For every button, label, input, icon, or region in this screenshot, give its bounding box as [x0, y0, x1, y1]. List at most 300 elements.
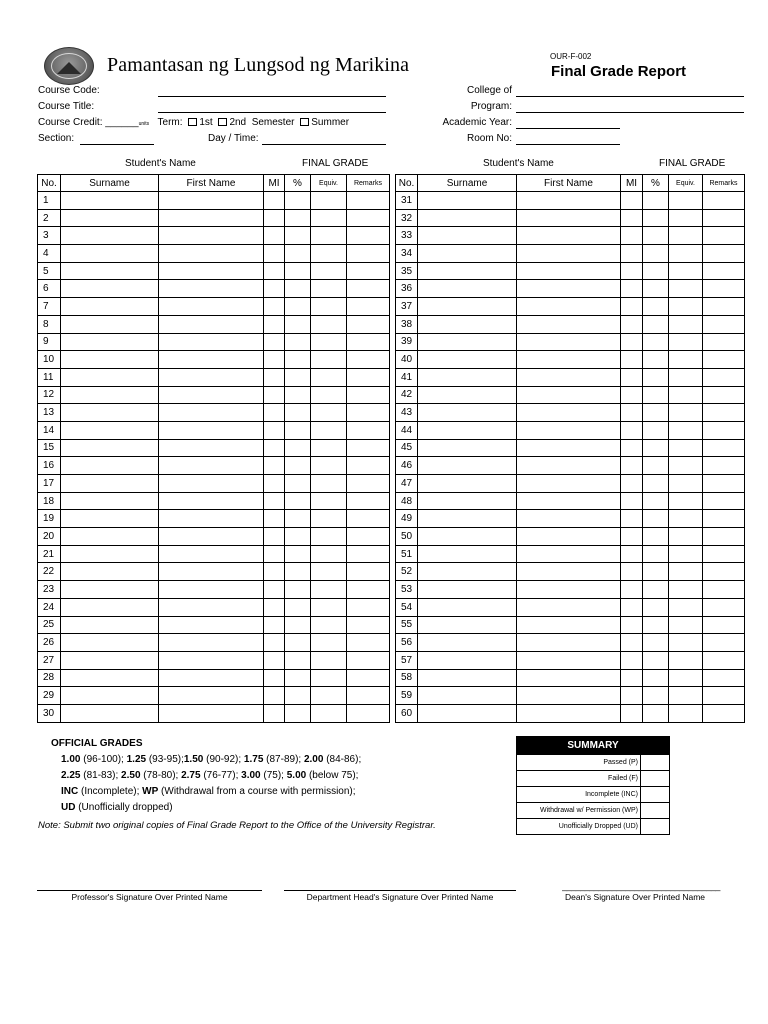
first-name-cell[interactable]	[517, 528, 621, 546]
first-name-cell[interactable]	[159, 351, 264, 369]
mi-cell[interactable]	[621, 598, 643, 616]
surname-cell[interactable]	[61, 457, 159, 475]
percent-cell[interactable]	[643, 280, 669, 298]
mi-cell[interactable]	[621, 421, 643, 439]
surname-cell[interactable]	[418, 421, 517, 439]
equiv-cell[interactable]	[669, 492, 703, 510]
mi-cell[interactable]	[264, 563, 285, 581]
percent-cell[interactable]	[285, 616, 311, 634]
percent-cell[interactable]	[285, 404, 311, 422]
remarks-cell[interactable]	[347, 439, 390, 457]
first-name-cell[interactable]	[159, 368, 264, 386]
mi-cell[interactable]	[621, 227, 643, 245]
first-name-cell[interactable]	[517, 192, 621, 210]
mi-cell[interactable]	[264, 298, 285, 316]
equiv-cell[interactable]	[669, 651, 703, 669]
first-name-cell[interactable]	[517, 616, 621, 634]
first-name-cell[interactable]	[159, 669, 264, 687]
first-name-cell[interactable]	[517, 368, 621, 386]
summer-checkbox[interactable]	[300, 118, 309, 126]
college-field[interactable]	[516, 96, 744, 97]
remarks-cell[interactable]	[703, 563, 745, 581]
surname-cell[interactable]	[418, 510, 517, 528]
equiv-cell[interactable]	[311, 634, 347, 652]
percent-cell[interactable]	[643, 634, 669, 652]
percent-cell[interactable]	[285, 351, 311, 369]
percent-cell[interactable]	[285, 315, 311, 333]
percent-cell[interactable]	[643, 581, 669, 599]
remarks-cell[interactable]	[703, 704, 745, 722]
first-name-cell[interactable]	[517, 598, 621, 616]
percent-cell[interactable]	[285, 510, 311, 528]
first-name-cell[interactable]	[517, 457, 621, 475]
equiv-cell[interactable]	[669, 368, 703, 386]
equiv-cell[interactable]	[311, 475, 347, 493]
remarks-cell[interactable]	[703, 634, 745, 652]
percent-cell[interactable]	[643, 351, 669, 369]
first-name-cell[interactable]	[159, 245, 264, 263]
summary-ud-count[interactable]	[641, 819, 670, 835]
dean-signature-line[interactable]: ___________________________________	[562, 881, 720, 891]
program-field[interactable]	[516, 112, 744, 113]
percent-cell[interactable]	[643, 510, 669, 528]
percent-cell[interactable]	[643, 457, 669, 475]
percent-cell[interactable]	[643, 475, 669, 493]
equiv-cell[interactable]	[311, 457, 347, 475]
first-name-cell[interactable]	[517, 404, 621, 422]
percent-cell[interactable]	[643, 687, 669, 705]
equiv-cell[interactable]	[669, 421, 703, 439]
mi-cell[interactable]	[264, 315, 285, 333]
first-name-cell[interactable]	[517, 298, 621, 316]
remarks-cell[interactable]	[347, 368, 390, 386]
mi-cell[interactable]	[621, 298, 643, 316]
first-name-cell[interactable]	[517, 245, 621, 263]
surname-cell[interactable]	[61, 545, 159, 563]
surname-cell[interactable]	[418, 704, 517, 722]
term-1st-checkbox[interactable]	[188, 118, 197, 126]
equiv-cell[interactable]	[669, 634, 703, 652]
percent-cell[interactable]	[285, 245, 311, 263]
equiv-cell[interactable]	[669, 227, 703, 245]
first-name-cell[interactable]	[517, 421, 621, 439]
equiv-cell[interactable]	[669, 475, 703, 493]
percent-cell[interactable]	[285, 475, 311, 493]
mi-cell[interactable]	[264, 634, 285, 652]
mi-cell[interactable]	[264, 227, 285, 245]
remarks-cell[interactable]	[703, 616, 745, 634]
percent-cell[interactable]	[285, 581, 311, 599]
first-name-cell[interactable]	[159, 581, 264, 599]
percent-cell[interactable]	[643, 492, 669, 510]
equiv-cell[interactable]	[311, 598, 347, 616]
remarks-cell[interactable]	[703, 687, 745, 705]
remarks-cell[interactable]	[347, 227, 390, 245]
surname-cell[interactable]	[61, 528, 159, 546]
surname-cell[interactable]	[418, 333, 517, 351]
dept-head-signature-line[interactable]	[284, 890, 516, 891]
remarks-cell[interactable]	[347, 492, 390, 510]
mi-cell[interactable]	[264, 280, 285, 298]
mi-cell[interactable]	[264, 386, 285, 404]
surname-cell[interactable]	[61, 439, 159, 457]
mi-cell[interactable]	[264, 421, 285, 439]
mi-cell[interactable]	[621, 634, 643, 652]
surname-cell[interactable]	[61, 510, 159, 528]
percent-cell[interactable]	[285, 669, 311, 687]
surname-cell[interactable]	[418, 651, 517, 669]
surname-cell[interactable]	[61, 404, 159, 422]
remarks-cell[interactable]	[347, 192, 390, 210]
equiv-cell[interactable]	[669, 315, 703, 333]
professor-signature-line[interactable]	[37, 890, 262, 891]
mi-cell[interactable]	[264, 262, 285, 280]
surname-cell[interactable]	[61, 651, 159, 669]
remarks-cell[interactable]	[703, 262, 745, 280]
equiv-cell[interactable]	[311, 545, 347, 563]
mi-cell[interactable]	[264, 510, 285, 528]
percent-cell[interactable]	[285, 457, 311, 475]
first-name-cell[interactable]	[159, 192, 264, 210]
percent-cell[interactable]	[285, 651, 311, 669]
surname-cell[interactable]	[61, 227, 159, 245]
first-name-cell[interactable]	[159, 651, 264, 669]
mi-cell[interactable]	[621, 333, 643, 351]
remarks-cell[interactable]	[347, 386, 390, 404]
equiv-cell[interactable]	[311, 386, 347, 404]
mi-cell[interactable]	[264, 598, 285, 616]
percent-cell[interactable]	[285, 545, 311, 563]
mi-cell[interactable]	[264, 545, 285, 563]
remarks-cell[interactable]	[703, 298, 745, 316]
surname-cell[interactable]	[61, 351, 159, 369]
equiv-cell[interactable]	[311, 245, 347, 263]
surname-cell[interactable]	[418, 634, 517, 652]
percent-cell[interactable]	[285, 492, 311, 510]
first-name-cell[interactable]	[517, 545, 621, 563]
summary-inc-count[interactable]	[641, 787, 670, 803]
surname-cell[interactable]	[61, 421, 159, 439]
surname-cell[interactable]	[61, 616, 159, 634]
percent-cell[interactable]	[643, 333, 669, 351]
course-credit-field[interactable]: ______	[105, 117, 139, 128]
remarks-cell[interactable]	[347, 563, 390, 581]
first-name-cell[interactable]	[517, 209, 621, 227]
surname-cell[interactable]	[418, 475, 517, 493]
surname-cell[interactable]	[61, 687, 159, 705]
mi-cell[interactable]	[621, 209, 643, 227]
percent-cell[interactable]	[643, 528, 669, 546]
surname-cell[interactable]	[61, 634, 159, 652]
percent-cell[interactable]	[643, 439, 669, 457]
equiv-cell[interactable]	[311, 510, 347, 528]
mi-cell[interactable]	[621, 315, 643, 333]
surname-cell[interactable]	[61, 704, 159, 722]
percent-cell[interactable]	[285, 192, 311, 210]
mi-cell[interactable]	[264, 581, 285, 599]
percent-cell[interactable]	[643, 545, 669, 563]
mi-cell[interactable]	[264, 192, 285, 210]
remarks-cell[interactable]	[347, 545, 390, 563]
surname-cell[interactable]	[418, 351, 517, 369]
first-name-cell[interactable]	[159, 439, 264, 457]
surname-cell[interactable]	[418, 227, 517, 245]
remarks-cell[interactable]	[703, 386, 745, 404]
day-time-field[interactable]	[262, 144, 386, 145]
remarks-cell[interactable]	[703, 475, 745, 493]
percent-cell[interactable]	[643, 315, 669, 333]
surname-cell[interactable]	[61, 280, 159, 298]
first-name-cell[interactable]	[159, 634, 264, 652]
equiv-cell[interactable]	[311, 421, 347, 439]
surname-cell[interactable]	[61, 475, 159, 493]
mi-cell[interactable]	[621, 510, 643, 528]
percent-cell[interactable]	[643, 421, 669, 439]
mi-cell[interactable]	[264, 404, 285, 422]
equiv-cell[interactable]	[669, 598, 703, 616]
equiv-cell[interactable]	[311, 351, 347, 369]
percent-cell[interactable]	[285, 298, 311, 316]
surname-cell[interactable]	[418, 563, 517, 581]
percent-cell[interactable]	[643, 616, 669, 634]
equiv-cell[interactable]	[669, 439, 703, 457]
mi-cell[interactable]	[621, 280, 643, 298]
surname-cell[interactable]	[418, 492, 517, 510]
percent-cell[interactable]	[643, 192, 669, 210]
mi-cell[interactable]	[621, 651, 643, 669]
remarks-cell[interactable]	[347, 704, 390, 722]
remarks-cell[interactable]	[703, 368, 745, 386]
first-name-cell[interactable]	[517, 333, 621, 351]
first-name-cell[interactable]	[517, 669, 621, 687]
percent-cell[interactable]	[285, 704, 311, 722]
mi-cell[interactable]	[264, 209, 285, 227]
remarks-cell[interactable]	[703, 333, 745, 351]
surname-cell[interactable]	[61, 333, 159, 351]
surname-cell[interactable]	[61, 581, 159, 599]
first-name-cell[interactable]	[159, 227, 264, 245]
mi-cell[interactable]	[621, 545, 643, 563]
remarks-cell[interactable]	[703, 227, 745, 245]
equiv-cell[interactable]	[669, 386, 703, 404]
first-name-cell[interactable]	[159, 298, 264, 316]
equiv-cell[interactable]	[311, 669, 347, 687]
percent-cell[interactable]	[285, 368, 311, 386]
equiv-cell[interactable]	[311, 651, 347, 669]
mi-cell[interactable]	[621, 404, 643, 422]
percent-cell[interactable]	[285, 439, 311, 457]
term-2nd-checkbox[interactable]	[218, 118, 227, 126]
mi-cell[interactable]	[621, 616, 643, 634]
remarks-cell[interactable]	[703, 280, 745, 298]
remarks-cell[interactable]	[703, 439, 745, 457]
percent-cell[interactable]	[643, 262, 669, 280]
surname-cell[interactable]	[61, 492, 159, 510]
first-name-cell[interactable]	[517, 475, 621, 493]
surname-cell[interactable]	[418, 192, 517, 210]
equiv-cell[interactable]	[669, 192, 703, 210]
percent-cell[interactable]	[643, 669, 669, 687]
first-name-cell[interactable]	[159, 333, 264, 351]
equiv-cell[interactable]	[669, 280, 703, 298]
equiv-cell[interactable]	[669, 351, 703, 369]
remarks-cell[interactable]	[347, 280, 390, 298]
remarks-cell[interactable]	[347, 245, 390, 263]
equiv-cell[interactable]	[669, 262, 703, 280]
equiv-cell[interactable]	[311, 687, 347, 705]
percent-cell[interactable]	[643, 563, 669, 581]
first-name-cell[interactable]	[159, 528, 264, 546]
surname-cell[interactable]	[418, 457, 517, 475]
surname-cell[interactable]	[61, 209, 159, 227]
percent-cell[interactable]	[285, 280, 311, 298]
equiv-cell[interactable]	[669, 404, 703, 422]
equiv-cell[interactable]	[669, 616, 703, 634]
percent-cell[interactable]	[285, 262, 311, 280]
first-name-cell[interactable]	[159, 563, 264, 581]
equiv-cell[interactable]	[669, 333, 703, 351]
first-name-cell[interactable]	[159, 687, 264, 705]
percent-cell[interactable]	[643, 404, 669, 422]
remarks-cell[interactable]	[703, 598, 745, 616]
first-name-cell[interactable]	[159, 704, 264, 722]
percent-cell[interactable]	[643, 386, 669, 404]
percent-cell[interactable]	[285, 563, 311, 581]
equiv-cell[interactable]	[311, 280, 347, 298]
remarks-cell[interactable]	[347, 298, 390, 316]
mi-cell[interactable]	[264, 351, 285, 369]
mi-cell[interactable]	[621, 492, 643, 510]
mi-cell[interactable]	[264, 616, 285, 634]
first-name-cell[interactable]	[159, 510, 264, 528]
first-name-cell[interactable]	[517, 439, 621, 457]
equiv-cell[interactable]	[311, 227, 347, 245]
remarks-cell[interactable]	[703, 209, 745, 227]
remarks-cell[interactable]	[347, 598, 390, 616]
surname-cell[interactable]	[418, 209, 517, 227]
mi-cell[interactable]	[264, 669, 285, 687]
equiv-cell[interactable]	[311, 333, 347, 351]
percent-cell[interactable]	[285, 687, 311, 705]
equiv-cell[interactable]	[311, 209, 347, 227]
equiv-cell[interactable]	[311, 528, 347, 546]
mi-cell[interactable]	[621, 687, 643, 705]
percent-cell[interactable]	[285, 209, 311, 227]
first-name-cell[interactable]	[517, 280, 621, 298]
equiv-cell[interactable]	[669, 209, 703, 227]
equiv-cell[interactable]	[669, 457, 703, 475]
percent-cell[interactable]	[643, 245, 669, 263]
first-name-cell[interactable]	[517, 651, 621, 669]
remarks-cell[interactable]	[703, 192, 745, 210]
first-name-cell[interactable]	[159, 421, 264, 439]
mi-cell[interactable]	[621, 386, 643, 404]
first-name-cell[interactable]	[159, 492, 264, 510]
first-name-cell[interactable]	[159, 209, 264, 227]
course-title-field[interactable]	[158, 112, 386, 113]
surname-cell[interactable]	[418, 545, 517, 563]
first-name-cell[interactable]	[159, 280, 264, 298]
first-name-cell[interactable]	[159, 404, 264, 422]
equiv-cell[interactable]	[311, 563, 347, 581]
surname-cell[interactable]	[418, 669, 517, 687]
equiv-cell[interactable]	[669, 581, 703, 599]
remarks-cell[interactable]	[347, 404, 390, 422]
equiv-cell[interactable]	[311, 439, 347, 457]
remarks-cell[interactable]	[703, 404, 745, 422]
mi-cell[interactable]	[621, 475, 643, 493]
percent-cell[interactable]	[643, 598, 669, 616]
surname-cell[interactable]	[61, 563, 159, 581]
surname-cell[interactable]	[418, 528, 517, 546]
remarks-cell[interactable]	[347, 351, 390, 369]
remarks-cell[interactable]	[347, 528, 390, 546]
remarks-cell[interactable]	[347, 581, 390, 599]
mi-cell[interactable]	[621, 563, 643, 581]
remarks-cell[interactable]	[347, 651, 390, 669]
surname-cell[interactable]	[418, 439, 517, 457]
remarks-cell[interactable]	[703, 351, 745, 369]
remarks-cell[interactable]	[703, 545, 745, 563]
first-name-cell[interactable]	[517, 351, 621, 369]
mi-cell[interactable]	[264, 333, 285, 351]
remarks-cell[interactable]	[703, 581, 745, 599]
mi-cell[interactable]	[264, 457, 285, 475]
mi-cell[interactable]	[621, 262, 643, 280]
remarks-cell[interactable]	[347, 315, 390, 333]
first-name-cell[interactable]	[517, 227, 621, 245]
surname-cell[interactable]	[418, 581, 517, 599]
surname-cell[interactable]	[418, 368, 517, 386]
equiv-cell[interactable]	[669, 545, 703, 563]
first-name-cell[interactable]	[517, 581, 621, 599]
mi-cell[interactable]	[264, 704, 285, 722]
surname-cell[interactable]	[418, 245, 517, 263]
mi-cell[interactable]	[621, 581, 643, 599]
summary-passed-count[interactable]	[641, 755, 670, 771]
percent-cell[interactable]	[643, 227, 669, 245]
remarks-cell[interactable]	[347, 669, 390, 687]
first-name-cell[interactable]	[517, 386, 621, 404]
remarks-cell[interactable]	[703, 492, 745, 510]
first-name-cell[interactable]	[159, 457, 264, 475]
surname-cell[interactable]	[61, 245, 159, 263]
first-name-cell[interactable]	[517, 704, 621, 722]
surname-cell[interactable]	[61, 192, 159, 210]
remarks-cell[interactable]	[347, 687, 390, 705]
equiv-cell[interactable]	[669, 563, 703, 581]
mi-cell[interactable]	[264, 439, 285, 457]
summary-failed-count[interactable]	[641, 771, 670, 787]
equiv-cell[interactable]	[311, 616, 347, 634]
surname-cell[interactable]	[418, 386, 517, 404]
equiv-cell[interactable]	[311, 315, 347, 333]
equiv-cell[interactable]	[669, 687, 703, 705]
first-name-cell[interactable]	[159, 262, 264, 280]
percent-cell[interactable]	[285, 333, 311, 351]
mi-cell[interactable]	[621, 245, 643, 263]
surname-cell[interactable]	[61, 669, 159, 687]
mi-cell[interactable]	[264, 368, 285, 386]
percent-cell[interactable]	[643, 298, 669, 316]
percent-cell[interactable]	[643, 651, 669, 669]
remarks-cell[interactable]	[347, 616, 390, 634]
surname-cell[interactable]	[418, 262, 517, 280]
first-name-cell[interactable]	[159, 475, 264, 493]
remarks-cell[interactable]	[703, 669, 745, 687]
percent-cell[interactable]	[285, 227, 311, 245]
remarks-cell[interactable]	[703, 245, 745, 263]
